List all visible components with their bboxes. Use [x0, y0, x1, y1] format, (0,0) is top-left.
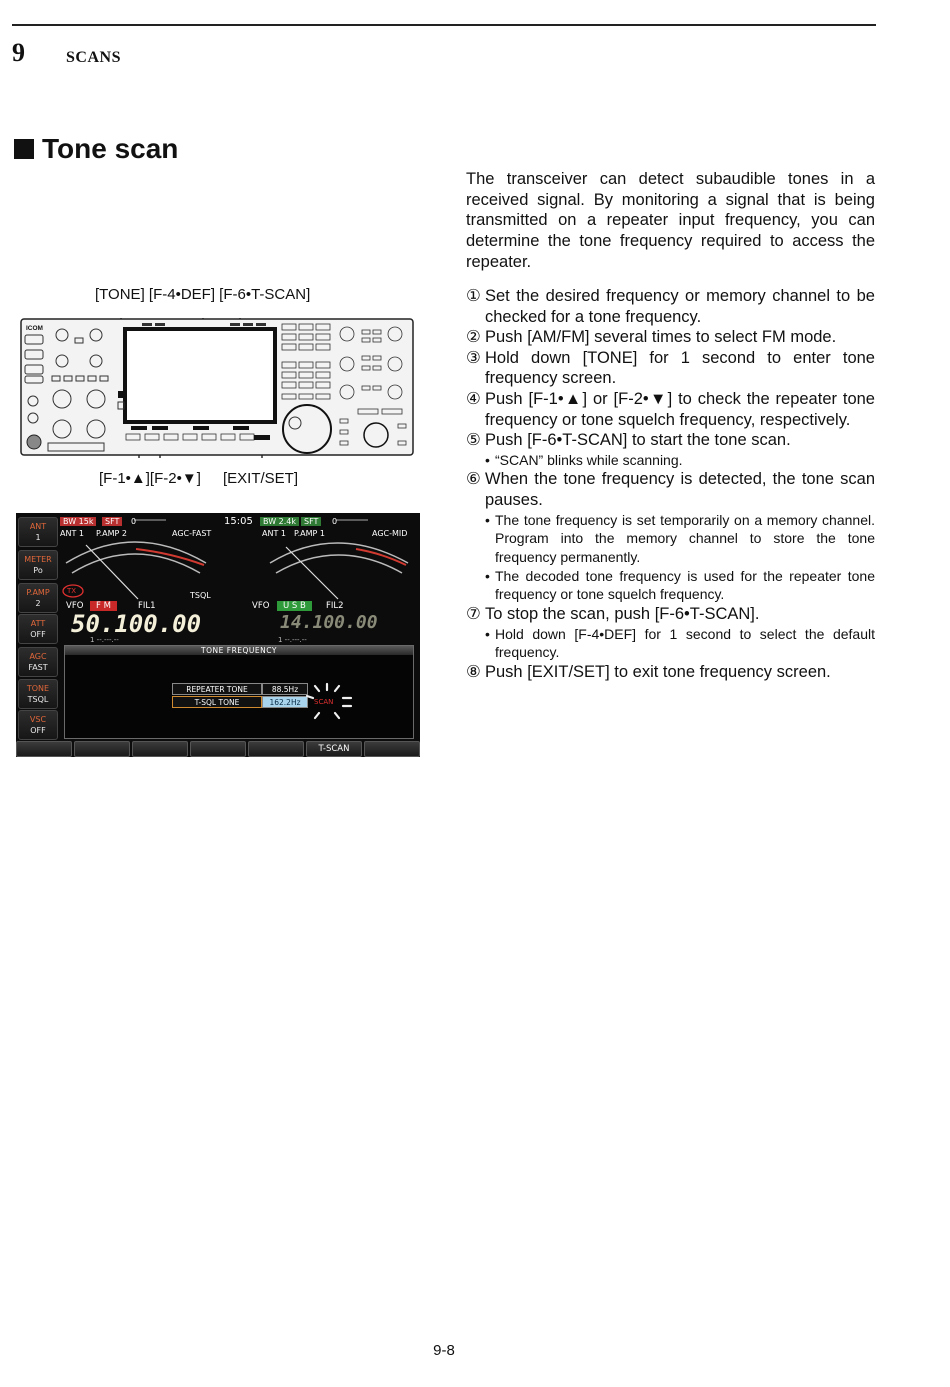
- section-title: Tone scan: [42, 133, 179, 164]
- intro-paragraph: The transceiver can detect subaudible tones in a received signal. By monitoring a signal that is being transmitted on a repeater input frequency, you can determine the tone frequency required to access the repeater.: [466, 170, 875, 271]
- softkey-f4[interactable]: [190, 741, 246, 757]
- side-button-vsc[interactable]: VSC OFF: [18, 710, 58, 740]
- step-2: ② Push [AM/FM] several times to select FM mode.: [466, 328, 837, 347]
- tsql-indicator: TSQL: [190, 591, 211, 600]
- chapter-title: SCANS: [66, 49, 121, 66]
- side-button-tone[interactable]: TONE TSQL: [18, 679, 58, 709]
- step-7-note: • Hold down [F-4•DEF] for 1 second to select the default frequency.: [485, 625, 875, 661]
- tsql-tone-label[interactable]: T-SQL TONE: [172, 696, 262, 708]
- right-memory: 1 --.---.--: [278, 636, 307, 644]
- right-ant: ANT 1: [262, 529, 286, 538]
- step-4: ④ Push [F-1•▲] or [F-2•▼] to check the repeater tone frequency or tone squelch frequency, respectively.: [466, 389, 875, 429]
- steps-list: [466, 286, 875, 683]
- left-bw-badge: BW 15k: [60, 517, 96, 526]
- header-rule: [12, 24, 876, 26]
- softkey-f3[interactable]: [132, 741, 188, 757]
- page-number: 9-8: [433, 1342, 455, 1359]
- panel-label-bottom-right: [EXIT/SET]: [223, 470, 299, 487]
- main-frequency: 50.100.00: [71, 610, 202, 638]
- right-sft-badge: SFT: [301, 517, 321, 526]
- left-sft-badge: SFT: [102, 517, 122, 526]
- softkey-f2[interactable]: [74, 741, 130, 757]
- repeater-tone-label[interactable]: REPEATER TONE: [172, 683, 262, 695]
- left-vfo-label: VFO: [66, 601, 84, 611]
- right-agc: AGC-MID: [372, 529, 408, 538]
- section-square-icon: [14, 139, 34, 159]
- step-6-note-1: • The tone frequency is set temporarily on a memory channel. Program into the memory channel to store the tone frequency permanently.: [485, 511, 875, 566]
- scan-blink-icon: [305, 682, 357, 722]
- softkey-t-scan[interactable]: T-SCAN: [306, 741, 362, 757]
- step-8: ⑧ Push [EXIT/SET] to exit tone frequency screen.: [466, 663, 831, 682]
- left-filter: FIL1: [138, 601, 156, 611]
- step-6: ⑥ When the tone frequency is detected, the tone scan pauses.: [466, 470, 875, 510]
- section-heading: [14, 133, 178, 165]
- left-pamp: P.AMP 2: [96, 529, 127, 538]
- right-mode-badge: U S B: [277, 601, 312, 611]
- icom-logo: ICOM: [26, 325, 43, 332]
- softkey-f7[interactable]: [364, 741, 420, 757]
- step-1: ① Set the desired frequency or memory channel to be checked for a tone frequency.: [466, 287, 875, 326]
- step-7: ⑦ To stop the scan, push [F-6•T-SCAN].: [466, 605, 760, 624]
- tsql-tone-value[interactable]: 162.2Hz: [262, 696, 308, 708]
- side-button-meter[interactable]: METER Po: [18, 550, 58, 580]
- side-button-ant[interactable]: ANT 1: [18, 517, 58, 547]
- right-filter: FIL2: [326, 601, 344, 611]
- left-sft-value: 0: [131, 517, 137, 526]
- step-5-note: • “SCAN” blinks while scanning.: [485, 451, 683, 468]
- tx-indicator: TX: [67, 587, 77, 595]
- right-sft-value: 0: [332, 517, 338, 526]
- tone-frequency-panel: [64, 645, 414, 739]
- right-pamp: P.AMP 1: [294, 529, 325, 538]
- softkey-f1[interactable]: [16, 741, 72, 757]
- clock: 15:05: [224, 516, 253, 527]
- sub-frequency: 14.100.00: [280, 612, 378, 633]
- softkey-f5[interactable]: [248, 741, 304, 757]
- step-6-note-2: • The decoded tone frequency is used for the repeater tone frequency or tone squelch frequency.: [485, 567, 875, 603]
- left-memory: 1 --.---.--: [90, 636, 119, 644]
- transceiver-front-panel: [20, 318, 414, 458]
- tone-frequency-screen: [16, 513, 420, 757]
- repeater-tone-value[interactable]: 88.5Hz: [262, 683, 308, 695]
- tone-panel-title: TONE FREQUENCY: [65, 646, 413, 655]
- side-button-pamp[interactable]: P.AMP 2: [18, 583, 58, 613]
- side-button-att[interactable]: ATT OFF: [18, 614, 58, 644]
- right-bw-badge: BW 2.4k: [260, 517, 299, 526]
- panel-label-top: [TONE] [F-4•DEF] [F-6•T-SCAN]: [95, 286, 311, 303]
- chapter-number: 9: [12, 38, 25, 67]
- right-vfo-label: VFO: [252, 601, 270, 611]
- step-5: ⑤ Push [F-6•T-SCAN] to start the tone scan.: [466, 431, 791, 450]
- step-3: ③ Hold down [TONE] for 1 second to enter tone frequency screen.: [466, 348, 875, 388]
- scan-indicator: SCAN: [314, 698, 334, 706]
- side-button-agc[interactable]: AGC FAST: [18, 647, 58, 677]
- left-ant: ANT 1: [60, 529, 84, 538]
- left-mode-badge: F M: [90, 601, 117, 611]
- panel-label-bottom-left: [F-1•▲][F-2•▼]: [99, 470, 201, 487]
- left-agc: AGC-FAST: [172, 529, 212, 538]
